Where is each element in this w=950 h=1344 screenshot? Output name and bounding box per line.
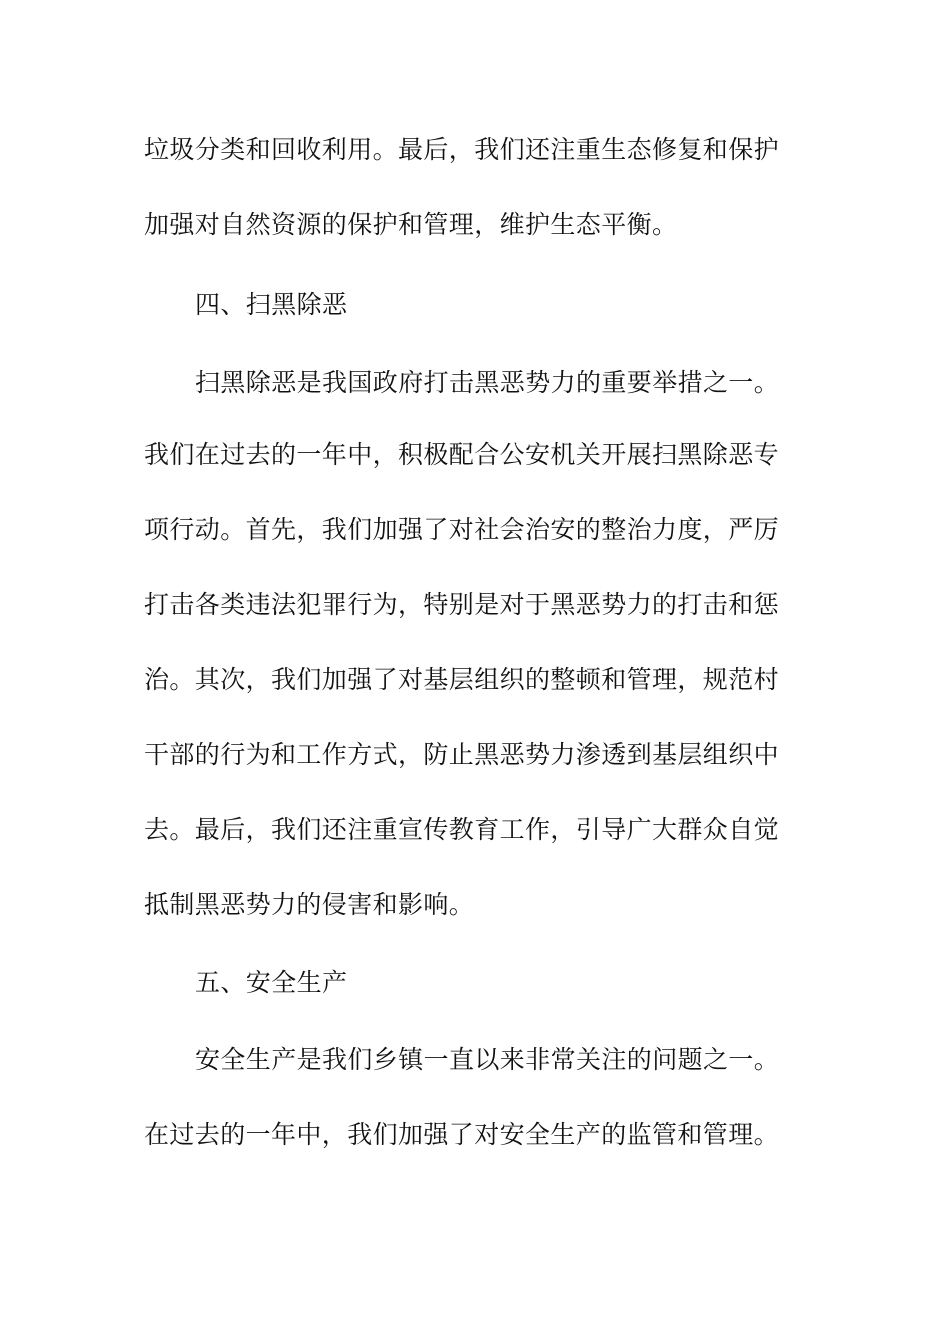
paragraph-line: 干部的行为和工作方式，防止黑恶势力渗透到基层组织中 — [144, 740, 780, 769]
paragraph-line: 去。最后，我们还注重宣传教育工作，引导广大群众自觉 — [144, 815, 780, 844]
paragraph-line: 扫黑除恶是我国政府打击黑恶势力的重要举措之一。 — [195, 368, 780, 397]
paragraph-line: 治。其次，我们加强了对基层组织的整顿和管理，规范村 — [144, 665, 780, 694]
paragraph-line: 我们在过去的一年中，积极配合公安机关开展扫黑除恶专 — [144, 440, 780, 469]
paragraph-line: 安全生产是我们乡镇一直以来非常关注的问题之一。 — [195, 1045, 780, 1074]
section-heading: 四、扫黑除恶 — [195, 290, 348, 319]
section-heading: 五、安全生产 — [195, 968, 348, 997]
paragraph-line: 抵制黑恶势力的侵害和影响。 — [144, 890, 475, 919]
paragraph-line: 项行动。首先，我们加强了对社会治安的整治力度，严厉 — [144, 515, 780, 544]
paragraph-line: 在过去的一年中，我们加强了对安全生产的监管和管理。 — [144, 1120, 780, 1149]
paragraph-line: 加强对自然资源的保护和管理，维护生态平衡。 — [144, 210, 678, 239]
paragraph-line: 垃圾分类和回收利用。最后，我们还注重生态修复和保护 — [144, 135, 780, 164]
paragraph-line: 打击各类违法犯罪行为，特别是对于黑恶势力的打击和惩 — [144, 590, 780, 619]
